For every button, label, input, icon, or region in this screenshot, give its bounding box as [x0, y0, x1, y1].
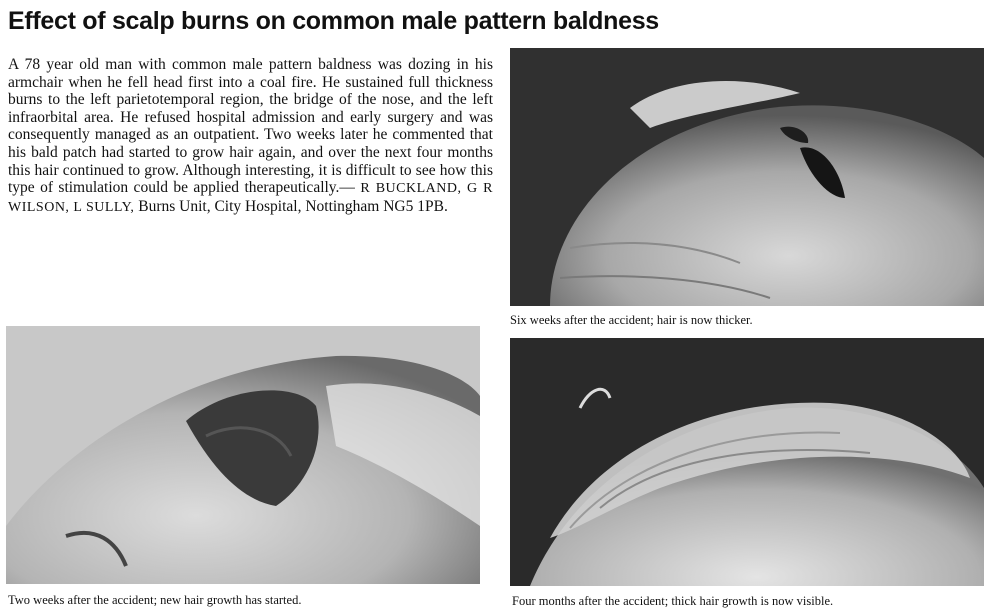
author-affiliation: Burns Unit, City Hospital, Nottingham NG5 1PB.: [138, 197, 448, 215]
article-body: [8, 56, 493, 216]
photo-two-weeks: [6, 326, 480, 584]
photo-six-weeks: [510, 48, 984, 306]
author-list: R BUCKLAND, G R WILSON, L SULLY,: [8, 181, 493, 215]
photo-four-months: [510, 338, 984, 586]
figure-caption: Two weeks after the accident; new hair growth has started.: [8, 593, 302, 607]
figure-caption: Six weeks after the accident; hair is now thicker.: [510, 313, 753, 327]
figure-caption: Four months after the accident; thick hair growth is now visible.: [512, 594, 834, 608]
article-title: Effect of scalp burns on common male pattern baldness: [8, 7, 659, 35]
body-paragraph: A 78 year old man with common male pattern baldness was dozing in his armchair when he fell head first into a coal fire. He sustained full thickness burns to the left parietotemporal region, the bridge of the nose, and the left infraorbital area. He refused hospital admission and early surgery and was consequently managed as an outpatient. Two weeks later he commented that his bald patch had started to grow hair again, and over the next four months this hair continued to grow. Although interesting, it is difficult to see how this type of stimulation could be applied therapeutically.—: [8, 56, 493, 197]
